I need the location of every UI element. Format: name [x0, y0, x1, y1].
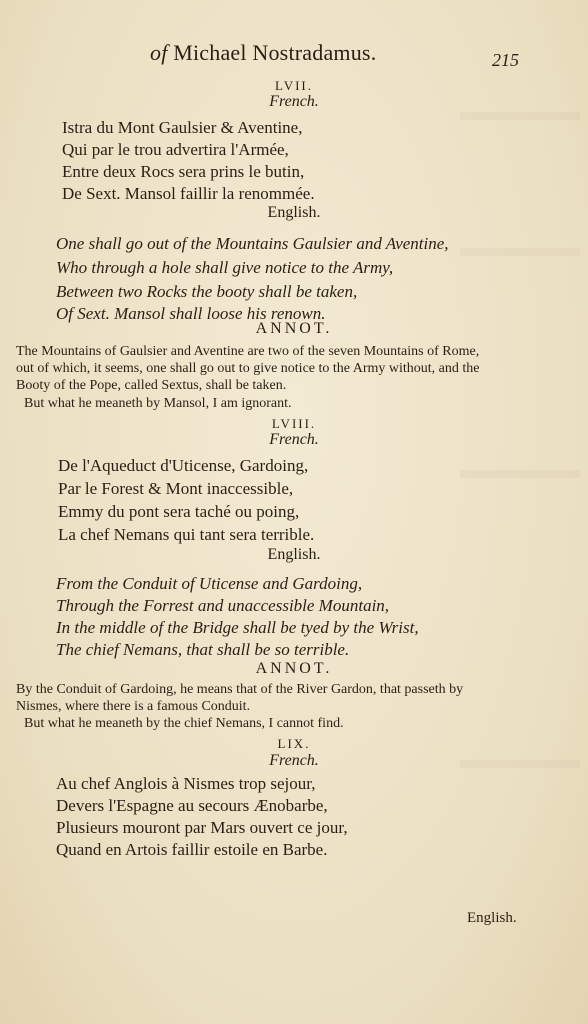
verse-line: Who through a hole shall give notice to the Army,: [56, 258, 394, 277]
verse-line: Emmy du pont sera taché ou poing,: [58, 502, 300, 521]
annotation-line: But what he meaneth by Mansol, I am ignorant.: [24, 396, 292, 411]
english-label: English.: [267, 204, 321, 221]
running-head-prefix: of: [150, 40, 168, 65]
verse-line: Entre deux Rocs sera prins le butin,: [62, 162, 305, 181]
verse-line: Devers l'Espagne au secours Ænobarbe,: [56, 796, 328, 815]
show-through-text: [460, 112, 580, 120]
verse-line: Quand en Artois faillir estoile en Barbe.: [56, 840, 328, 859]
annotation-heading: ANNOT.: [255, 320, 333, 337]
quatrain-number: LVIII.: [271, 416, 317, 431]
verse-line: One shall go out of the Mountains Gaulsier and Aventine,: [56, 234, 449, 253]
annotation-line: Nismes, where there is a famous Conduit.: [16, 699, 251, 714]
page-number: 215: [492, 50, 519, 70]
annotation-line: By the Conduit of Gardoing, he means that of the River Gardon, that passeth by: [16, 682, 464, 697]
verse-line: In the middle of the Bridge shall be tyed by the Wrist,: [56, 618, 419, 637]
show-through-text: [460, 248, 580, 256]
french-label: French.: [269, 93, 319, 110]
annotation-line: But what he meaneth by the chief Nemans, I cannot find.: [24, 716, 344, 731]
annotation-heading: ANNOT.: [255, 660, 333, 677]
running-head-title: Michael Nostradamus.: [173, 40, 377, 65]
quatrain-number: LVII.: [274, 78, 314, 93]
catchword: English.: [467, 910, 517, 926]
verse-line: De Sext. Mansol faillir la renommée.: [62, 184, 315, 203]
verse-line: Istra du Mont Gaulsier & Aventine,: [62, 118, 303, 137]
verse-line: Par le Forest & Mont inaccessible,: [58, 479, 294, 498]
verse-line: From the Conduit of Uticense and Gardoing,: [56, 574, 363, 593]
annotation-line: The Mountains of Gaulsier and Aventine are two of the seven Mountains of Rome,: [16, 344, 480, 359]
verse-line: La chef Nemans qui tant sera terrible.: [58, 525, 315, 544]
annotation-line: Booty of the Pope, called Sextus, shall be taken.: [16, 378, 287, 393]
verse-line: Of Sext. Mansol shall loose his renown.: [56, 304, 326, 323]
english-label: English.: [267, 546, 321, 563]
verse-line: Between two Rocks the booty shall be taken,: [56, 282, 358, 301]
verse-line: De l'Aqueduct d'Uticense, Gardoing,: [58, 456, 309, 475]
verse-line: Au chef Anglois à Nismes trop sejour,: [56, 774, 316, 793]
quatrain-number: LIX.: [277, 736, 311, 751]
french-label: French.: [269, 431, 319, 448]
show-through-text: [460, 470, 580, 478]
annotation-line: out of which, it seems, one shall go out to give notice to the Army without, and the: [16, 361, 480, 376]
verse-line: Plusieurs mouront par Mars ouvert ce jour,: [56, 818, 348, 837]
french-label: French.: [269, 752, 319, 769]
running-head: [150, 40, 376, 66]
verse-line: Through the Forrest and unaccessible Mountain,: [56, 596, 390, 615]
verse-line: Qui par le trou advertira l'Armée,: [62, 140, 289, 159]
verse-line: The chief Nemans, that shall be so terrible.: [56, 640, 350, 659]
